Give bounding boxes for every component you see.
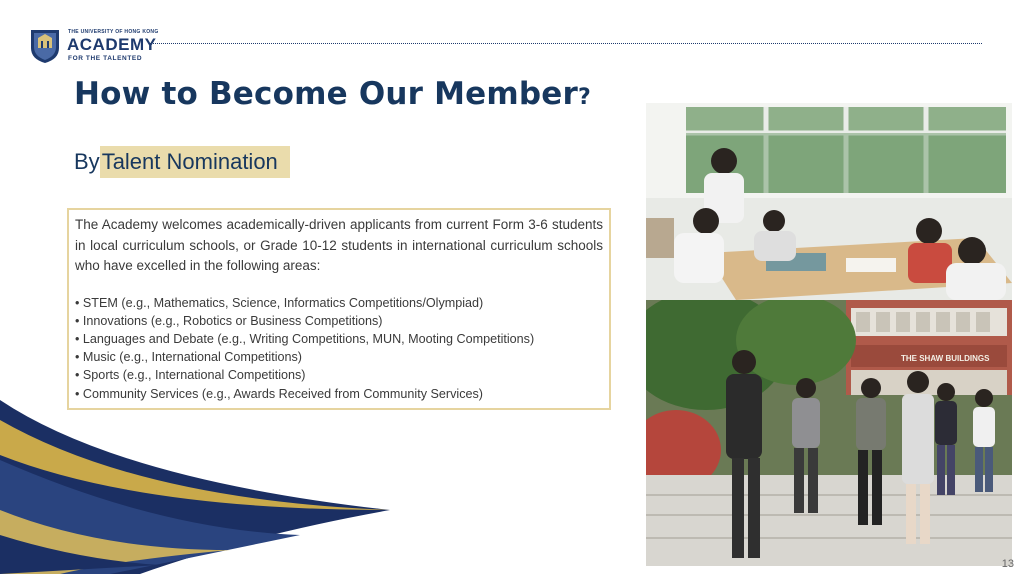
header-divider — [150, 43, 982, 44]
page-title-mark: ? — [578, 85, 591, 110]
crest-icon — [28, 26, 62, 64]
decorative-wave — [0, 360, 400, 574]
page-title-text: How to Become Our Member — [74, 76, 579, 112]
subtitle-by: By — [74, 149, 100, 174]
list-item: • Community Services (e.g., Awards Received from Community Services) — [75, 386, 483, 401]
photo-students-classroom — [646, 103, 1012, 300]
list-item: • Languages and Debate (e.g., Writing Competitions, MUN, Mooting Competitions) — [75, 331, 535, 346]
logo-university-text: THE UNIVERSITY OF HONG KONG — [68, 29, 159, 35]
building-sign-text: THE SHAW BUILDINGS — [901, 354, 990, 363]
page-title — [74, 76, 591, 112]
logo-name: ACADEMY — [67, 35, 157, 54]
intro-paragraph: The Academy welcomes academically-driven applicants from current Form 3-6 students in local curriculum schools, or Grade 10-12 students in international curriculum schools who have excelled in the following areas: — [75, 217, 603, 273]
photo-students-campus — [646, 300, 1012, 566]
academy-logo — [28, 26, 168, 68]
list-item: • Music (e.g., International Competitions) — [75, 350, 302, 365]
page-number: 13 — [1001, 558, 1014, 570]
list-item: • Sports (e.g., International Competitions) — [75, 368, 306, 383]
list-item: • Innovations (e.g., Robotics or Business Competitions) — [75, 313, 383, 328]
list-item: • STEM (e.g., Mathematics, Science, Informatics Competitions/Olympiad) — [75, 295, 484, 310]
subtitle-highlight: Talent Nomination — [100, 146, 290, 178]
subtitle — [74, 146, 290, 178]
logo-tagline: FOR THE TALENTED — [68, 55, 143, 62]
